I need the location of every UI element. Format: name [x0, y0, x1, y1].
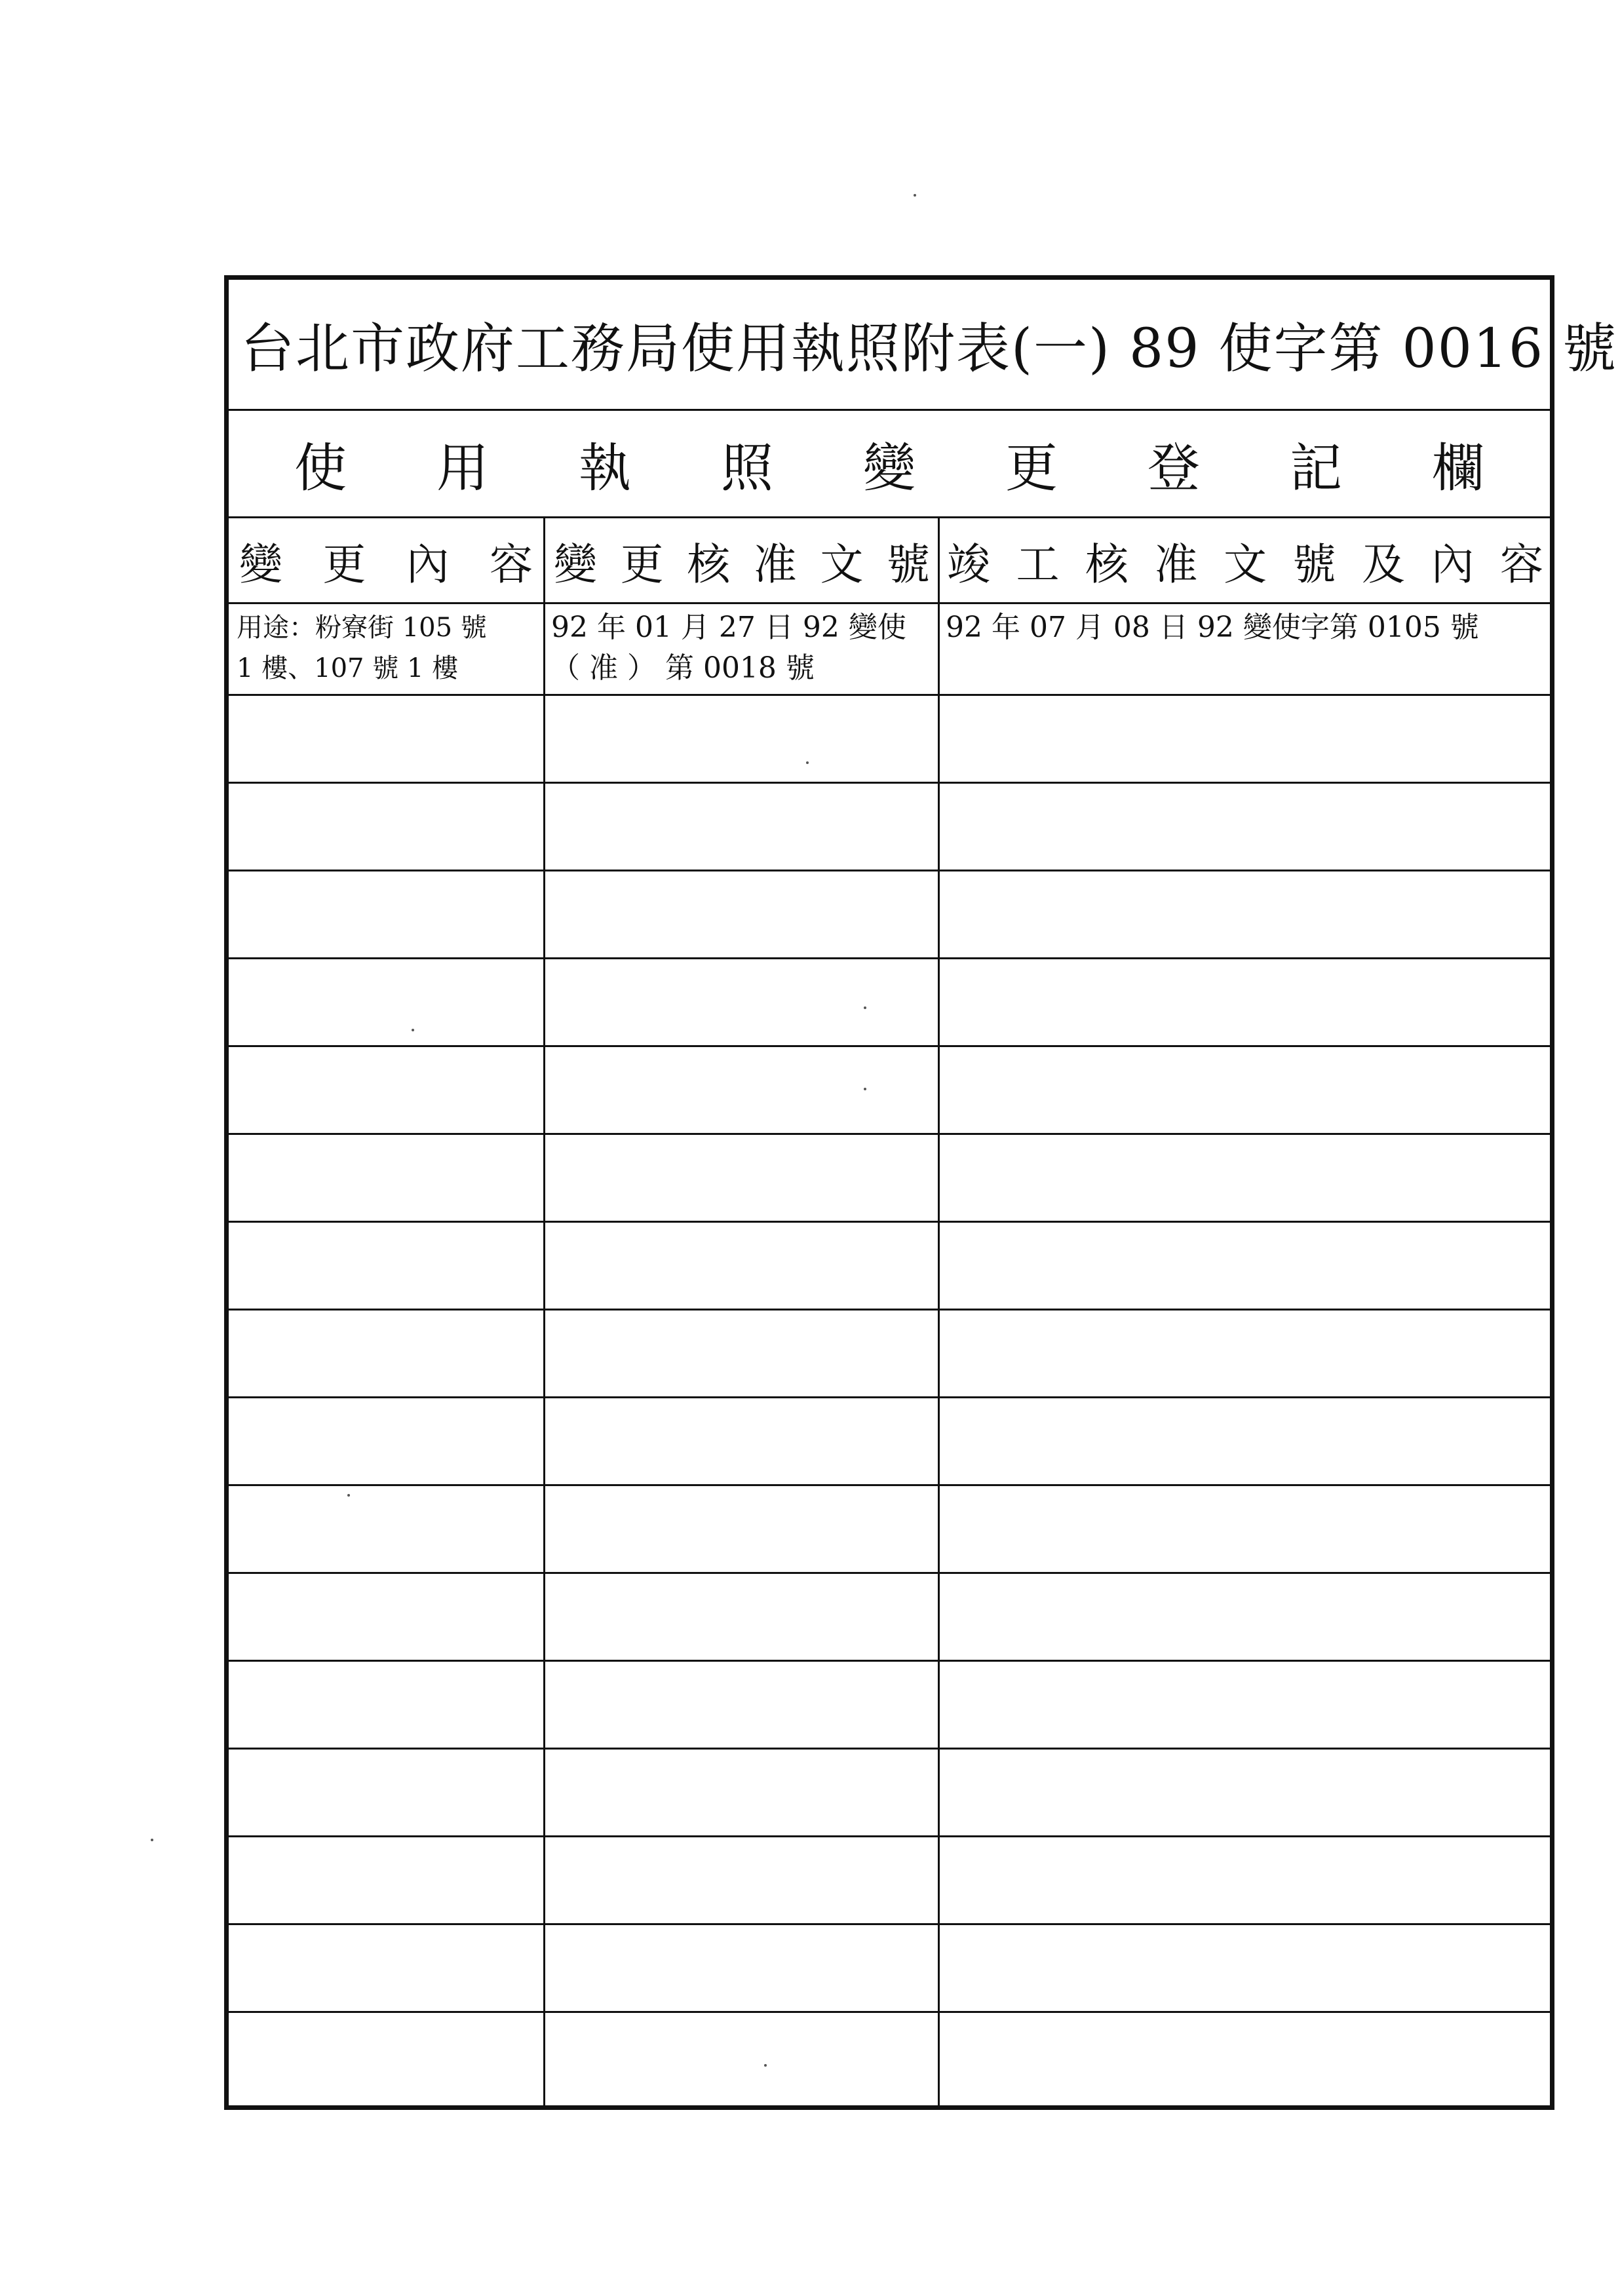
column-header-change-approval-no [551, 518, 933, 602]
row-divider [229, 1572, 1550, 1574]
column-header-char: 變 [554, 539, 597, 590]
column-header-char: 核 [687, 539, 731, 590]
cell-line: 92 年 01 月 27 日 92 變使 [551, 611, 906, 644]
section-heading-char: 記 [1290, 438, 1342, 499]
row-divider [229, 1045, 1550, 1047]
column-header-char: 號 [1292, 539, 1336, 590]
row-divider [229, 1748, 1550, 1750]
column-header-char: 變 [239, 539, 282, 590]
column-header-change-content [235, 518, 537, 602]
section-heading [229, 411, 1550, 518]
row-divider [229, 1309, 1550, 1311]
cell-change-content [237, 607, 487, 689]
column-header-char: 號 [886, 539, 930, 590]
scan-speck [864, 1006, 866, 1009]
column-header-char: 核 [1085, 539, 1128, 590]
column-header-char: 工 [1016, 539, 1060, 590]
scan-speck [864, 1088, 866, 1090]
row-divider [229, 870, 1550, 871]
form-title: 台北市政府工務局使用執照附表(一) 89 使字第 0016 號 [229, 280, 1550, 411]
column-header-char: 更 [620, 539, 664, 590]
row-divider [229, 1660, 1550, 1662]
column-divider [543, 518, 545, 2105]
column-header-char: 准 [1154, 539, 1198, 590]
section-heading-char: 更 [1005, 438, 1058, 499]
row-divider [229, 602, 1550, 604]
scan-speck [806, 761, 809, 764]
scan-speck [347, 1494, 350, 1497]
section-heading-char: 使 [294, 438, 347, 499]
column-divider [938, 518, 940, 2105]
cell-line: 1 樓、107 號 1 樓 [237, 653, 459, 683]
cell-completion-approval [946, 607, 1479, 648]
section-heading-char: 登 [1148, 438, 1200, 499]
row-divider [229, 1133, 1550, 1135]
row-divider [229, 2011, 1550, 2013]
section-heading-char: 執 [579, 438, 631, 499]
cell-change-approval-no [551, 607, 906, 689]
register-table [229, 518, 1550, 2105]
section-heading-char: 照 [721, 438, 773, 499]
scan-speck [151, 1839, 153, 1841]
column-header-char: 文 [820, 539, 864, 590]
row-divider [229, 1835, 1550, 1837]
row-divider [229, 957, 1550, 959]
column-header-char: 竣 [947, 539, 990, 590]
row-divider [229, 694, 1550, 696]
scan-speck [764, 2064, 767, 2067]
row-divider [229, 1484, 1550, 1486]
scan-speck [914, 194, 916, 197]
section-heading-char: 欄 [1432, 438, 1484, 499]
cell-line: 用途：粉寮街 105 號 [237, 613, 487, 643]
column-header-completion-approval [944, 518, 1546, 602]
row-divider [229, 1923, 1550, 1925]
scan-speck [412, 1029, 414, 1031]
column-header-char: 更 [322, 539, 366, 590]
column-header-char: 文 [1224, 539, 1267, 590]
cell-line: （ 准 ） 第 0018 號 [551, 651, 815, 685]
column-header-char: 准 [753, 539, 797, 590]
section-heading-char: 變 [863, 438, 916, 499]
usage-permit-change-form [224, 275, 1618, 2110]
column-header-char: 及 [1362, 539, 1405, 590]
column-header-char: 容 [1500, 539, 1543, 590]
column-header-char: 容 [489, 539, 533, 590]
row-divider [229, 1221, 1550, 1223]
column-header-char: 內 [1431, 539, 1475, 590]
row-divider [229, 782, 1550, 784]
row-divider [229, 1396, 1550, 1398]
cell-line: 92 年 07 月 08 日 92 變使字第 0105 號 [946, 611, 1479, 644]
section-heading-char: 用 [436, 438, 489, 499]
column-header-char: 內 [406, 539, 450, 590]
